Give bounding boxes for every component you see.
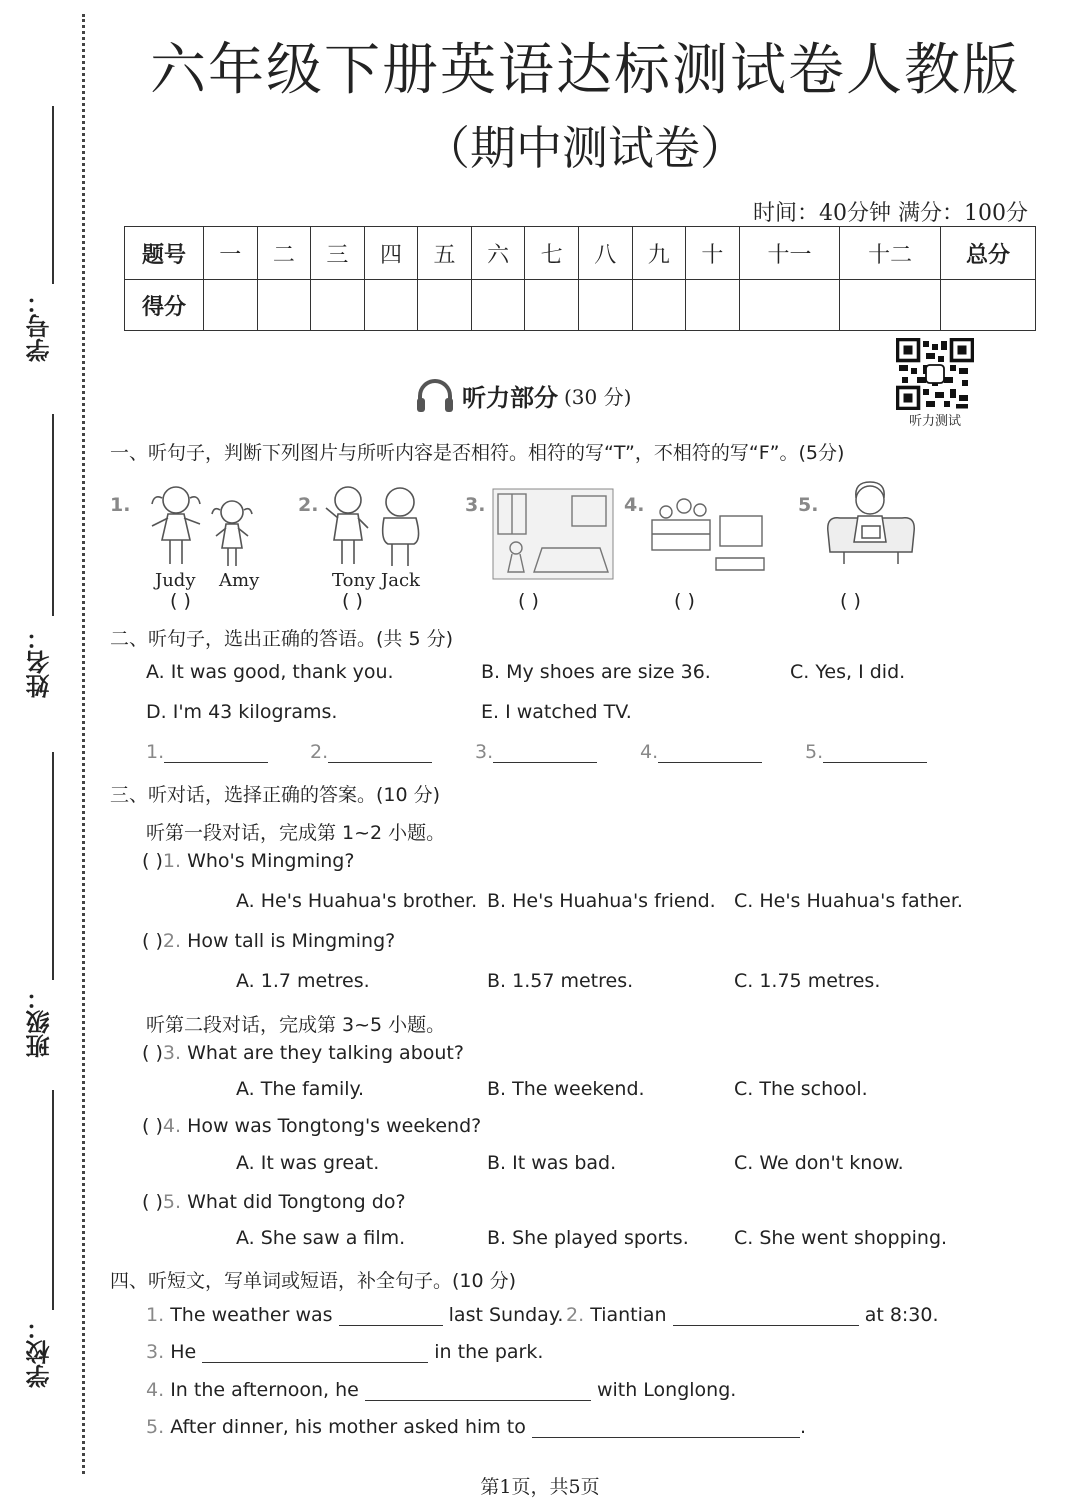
- blank-number: 1.: [146, 741, 165, 763]
- listening-section-header: [414, 376, 631, 414]
- answer-paren[interactable]: ( ): [142, 850, 163, 872]
- sentence-text: He: [170, 1341, 197, 1363]
- sentence-number: 5.: [146, 1416, 165, 1438]
- part1-item-number: 2.: [298, 494, 319, 516]
- option-b: B. It was bad.: [487, 1152, 617, 1174]
- fill-sentence-2: [566, 1304, 939, 1326]
- part2-instruction: 二、听句子，选出正确的答语。(共 5 分): [110, 628, 453, 650]
- class-line: [52, 752, 54, 980]
- answer-paren[interactable]: ( ): [674, 590, 695, 612]
- score-cell[interactable]: [204, 280, 258, 331]
- option-a: A. The family.: [236, 1078, 365, 1100]
- option-b: B. She played sports.: [487, 1227, 689, 1249]
- option-c: C. We don't know.: [734, 1152, 904, 1174]
- part1-item-number: 1.: [110, 494, 131, 516]
- question-number: 1.: [162, 850, 182, 872]
- school-line: [52, 1090, 54, 1310]
- picture-messy-bedroom: [492, 488, 614, 580]
- table-header-cell: 十二: [840, 227, 941, 280]
- picture-family-watching-tv: [648, 490, 766, 578]
- score-table: [124, 226, 1036, 331]
- student-id-label: 学号：: [26, 290, 54, 362]
- table-header-cell: 九: [632, 227, 686, 280]
- answer-paren[interactable]: ( ): [170, 590, 191, 612]
- table-header-cell: 二: [257, 227, 311, 280]
- sentence-text: After dinner, his mother asked him to: [170, 1416, 526, 1438]
- fill-sentence-3: [146, 1341, 543, 1363]
- picture-two-girls: [140, 478, 260, 574]
- blank-number: 3.: [475, 741, 494, 763]
- picture-name-amy: Amy: [219, 570, 260, 591]
- fill-sentence-4: [146, 1379, 736, 1401]
- headphones-icon: [414, 376, 456, 414]
- sentence-text: with Longlong.: [596, 1379, 737, 1401]
- answer-paren[interactable]: ( ): [142, 1042, 163, 1064]
- fill-sentence-1: [146, 1304, 563, 1326]
- question-text: What did Tongtong do?: [187, 1191, 406, 1213]
- question-number: 5.: [162, 1191, 182, 1213]
- name-label: 姓名：: [26, 626, 54, 698]
- score-cell[interactable]: [311, 280, 365, 331]
- part4-instruction: 四、听短文，写单词或短语，补全句子。(10 分): [110, 1270, 517, 1292]
- option-c: C. She went shopping.: [734, 1227, 948, 1249]
- name-line: [52, 414, 54, 616]
- picture-name-judy: Judy: [155, 570, 196, 591]
- qr-code-icon[interactable]: [896, 338, 974, 410]
- option-c: C. The school.: [734, 1078, 868, 1100]
- school-label: 学校：: [26, 1316, 54, 1388]
- time-info: 时间：40分钟 满分：100分: [753, 201, 1028, 226]
- sentence-number: 1.: [146, 1304, 165, 1326]
- sentence-text: Tiantian: [590, 1304, 667, 1326]
- answer-blank[interactable]: [339, 1305, 443, 1326]
- table-header-cell: 总分: [941, 227, 1036, 280]
- blank-number: 2.: [310, 741, 329, 763]
- table-header-cell: 四: [364, 227, 418, 280]
- table-row: [125, 227, 1036, 280]
- sentence-number: 4.: [146, 1379, 165, 1401]
- fill-sentence-5: [146, 1416, 806, 1438]
- blank-number: 4.: [640, 741, 659, 763]
- page-footer: 第1页，共5页: [480, 1476, 600, 1498]
- option-b: B. 1.57 metres.: [487, 970, 634, 992]
- part2-answer-blank[interactable]: [146, 741, 268, 763]
- answer-paren[interactable]: ( ): [142, 1115, 163, 1137]
- question-text: How tall is Mingming?: [187, 930, 396, 952]
- answer-paren[interactable]: ( ): [518, 590, 539, 612]
- question-number: 2.: [162, 930, 182, 952]
- answer-paren[interactable]: ( ): [142, 930, 163, 952]
- question-number: 4.: [162, 1115, 182, 1137]
- question-row: [142, 1191, 406, 1213]
- score-cell[interactable]: [418, 280, 472, 331]
- table-header-cell: 十: [686, 227, 740, 280]
- sentence-text: in the park.: [434, 1341, 544, 1363]
- question-row: [142, 850, 354, 872]
- question-row: [142, 930, 395, 952]
- option-a: A. She saw a film.: [236, 1227, 406, 1249]
- option-c: C. He's Huahua's father.: [734, 890, 963, 912]
- part3-dialog1-note: 听第一段对话，完成第 1~2 小题。: [146, 822, 446, 844]
- question-text: Who's Mingming?: [187, 850, 355, 872]
- part1-instruction: 一、听句子，判断下列图片与所听内容是否相符。相符的写“T”，不相符的写“F”。(5分): [110, 442, 845, 464]
- answer-blank[interactable]: [202, 1342, 428, 1363]
- table-row-label: 得分: [125, 280, 204, 331]
- option-b: B. The weekend.: [487, 1078, 645, 1100]
- part2-answer-blank[interactable]: [640, 741, 762, 763]
- part1-item-number: 3.: [465, 494, 486, 516]
- option-a: A. 1.7 metres.: [236, 970, 370, 992]
- picture-girl-reading-on-sofa: [824, 476, 918, 572]
- table-header-cell: 三: [311, 227, 365, 280]
- part2-option: C. Yes, I did.: [790, 661, 906, 683]
- student-id-line: [52, 106, 54, 284]
- part2-answer-blank[interactable]: [805, 741, 927, 763]
- part2-option: B. My shoes are size 36.: [481, 661, 711, 683]
- answer-blank[interactable]: [532, 1417, 800, 1438]
- picture-two-boys: [318, 478, 428, 574]
- score-cell[interactable]: [471, 280, 525, 331]
- score-cell[interactable]: [632, 280, 686, 331]
- score-cell[interactable]: [578, 280, 632, 331]
- sentence-text: at 8:30.: [864, 1304, 939, 1326]
- sentence-text: .: [799, 1416, 806, 1438]
- part2-option: A. It was good, thank you.: [146, 661, 394, 683]
- picture-name-tony: Tony: [332, 570, 376, 591]
- answer-paren[interactable]: ( ): [342, 590, 363, 612]
- answer-paren[interactable]: ( ): [142, 1191, 163, 1213]
- part1-item-number: 5.: [798, 494, 819, 516]
- option-a: A. He's Huahua's brother.: [236, 890, 478, 912]
- sentence-text: last Sunday.: [448, 1304, 564, 1326]
- option-c: C. 1.75 metres.: [734, 970, 881, 992]
- answer-paren[interactable]: ( ): [840, 590, 861, 612]
- score-cell[interactable]: [525, 280, 579, 331]
- page-subtitle: （期中测试卷）: [424, 121, 746, 175]
- binding-dotted-line: [82, 14, 85, 1474]
- sentence-text: In the afternoon, he: [170, 1379, 359, 1401]
- score-cell[interactable]: [739, 280, 840, 331]
- part2-option: E. I watched TV.: [481, 701, 632, 723]
- part2-answer-blank[interactable]: [475, 741, 597, 763]
- question-row: [142, 1042, 464, 1064]
- class-label: 班级：: [26, 986, 54, 1058]
- table-header-cell: 一: [204, 227, 258, 280]
- table-header-cell: 十一: [739, 227, 840, 280]
- option-b: B. He's Huahua's friend.: [487, 890, 716, 912]
- part1-item-number: 4.: [624, 494, 645, 516]
- listening-points: (30 分): [564, 384, 632, 409]
- table-header-cell: 八: [578, 227, 632, 280]
- sentence-number: 2.: [566, 1304, 585, 1326]
- part3-dialog2-note: 听第二段对话，完成第 3~5 小题。: [146, 1014, 446, 1036]
- qr-caption: 听力测试: [908, 414, 961, 429]
- answer-blank[interactable]: [673, 1305, 859, 1326]
- score-cell[interactable]: [840, 280, 941, 331]
- part2-answer-blank[interactable]: [310, 741, 432, 763]
- question-text: What are they talking about?: [187, 1042, 464, 1064]
- table-header-cell: 题号: [125, 227, 204, 280]
- page-title: 六年级下册英语达标测试卷人教版: [150, 38, 1020, 103]
- part2-option: D. I'm 43 kilograms.: [146, 701, 338, 723]
- part3-instruction: 三、听对话，选择正确的答案。(10 分): [110, 784, 441, 806]
- score-cell[interactable]: [364, 280, 418, 331]
- score-cell[interactable]: [686, 280, 740, 331]
- listening-title: 听力部分: [462, 383, 558, 412]
- table-header-cell: 六: [471, 227, 525, 280]
- sentence-text: The weather was: [170, 1304, 333, 1326]
- question-number: 3.: [162, 1042, 182, 1064]
- table-header-cell: 七: [525, 227, 579, 280]
- score-cell[interactable]: [257, 280, 311, 331]
- answer-blank[interactable]: [365, 1380, 591, 1401]
- picture-name-jack: Jack: [381, 570, 420, 591]
- blank-number: 5.: [805, 741, 824, 763]
- score-cell[interactable]: [941, 280, 1036, 331]
- option-a: A. It was great.: [236, 1152, 380, 1174]
- question-row: [142, 1115, 481, 1137]
- table-header-cell: 五: [418, 227, 472, 280]
- sentence-number: 3.: [146, 1341, 165, 1363]
- table-row: [125, 280, 1036, 331]
- question-text: How was Tongtong's weekend?: [187, 1115, 482, 1137]
